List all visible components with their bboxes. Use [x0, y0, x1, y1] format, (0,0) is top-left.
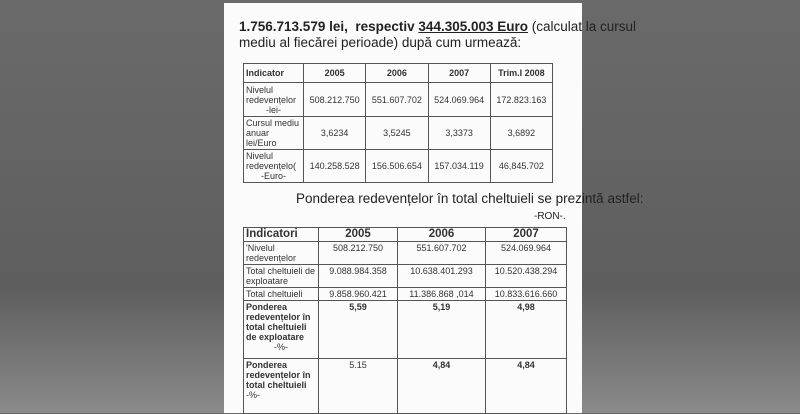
- cell: 4,84: [486, 359, 567, 414]
- cell: 508.212.750: [304, 83, 366, 117]
- row-label: Nivelul redevențelor: [246, 84, 297, 105]
- amount-euro: 344.305.003 Euro: [418, 19, 528, 34]
- table-row: [244, 150, 553, 183]
- amount-lei: 1.756.713.579 lei,: [239, 19, 348, 34]
- currency-note: -RON-.: [534, 211, 566, 222]
- table-row: [244, 265, 567, 288]
- cell: 524.069.964: [428, 83, 490, 117]
- cell: 508.212.750: [319, 242, 398, 265]
- section-heading: Ponderea redevențelor în total cheltuieli se prezintă astfel:: [296, 191, 644, 206]
- cell: 4,98: [486, 301, 567, 359]
- cell: 9.858.960.421: [319, 288, 398, 301]
- share-table: [243, 227, 567, 414]
- header-cell: 2006: [398, 228, 486, 242]
- table-row: [244, 117, 553, 150]
- intro-rest: (calculat la cursul: [531, 19, 637, 34]
- cell: 10.638.401.293: [398, 265, 486, 288]
- cell: 157.034.119: [428, 150, 490, 183]
- header-cell: Indicator: [244, 64, 304, 83]
- cell: 3,5245: [366, 117, 428, 150]
- cell: 5,19: [398, 301, 486, 359]
- row-label: 'Nivelul redevențelor: [244, 242, 319, 265]
- header-cell: 2005: [319, 228, 398, 242]
- row-label: Total cheltuieli: [244, 288, 319, 301]
- cell: 10.833.616.660: [486, 288, 567, 301]
- document-page: [224, 3, 644, 413]
- cell: 551.607.702: [398, 242, 486, 265]
- cell: 3,3373: [428, 117, 490, 150]
- cell: 172.823.163: [490, 83, 552, 117]
- table-row: [244, 83, 553, 117]
- cell: 11.386.868 ,014: [398, 288, 486, 301]
- respectiv-word: respectiv: [355, 19, 415, 34]
- row-label: Nivelul redevențelo(: [246, 151, 297, 171]
- cell: 4,84: [398, 359, 486, 414]
- cell: 140.258.528: [304, 150, 366, 183]
- header-cell: 2005: [304, 64, 366, 83]
- table-row: [244, 359, 567, 414]
- row-label: Ponderea redevențelor în total cheltuieli de exploatare: [246, 302, 311, 342]
- cell: 551.607.702: [366, 83, 428, 117]
- row-unit: -Euro-: [260, 171, 286, 181]
- header-cell: 2006: [366, 64, 428, 83]
- table-row: [244, 242, 567, 265]
- cell: 46,845.702: [490, 150, 552, 183]
- cell: 3,6892: [490, 117, 552, 150]
- cell: 9.088.984.358: [319, 265, 398, 288]
- header-cell: 2007: [486, 228, 567, 242]
- intro-line2: mediu al fiecărei perioade) după cum urmează:: [239, 35, 522, 50]
- row-label: Total cheltuieli de exploatare: [244, 265, 319, 288]
- row-label: Cursul mediu anuar lei/Euro: [246, 118, 300, 148]
- cell: 10.520.438.294: [486, 265, 567, 288]
- cell: 5,59: [319, 301, 398, 359]
- row-unit: -lei-: [266, 104, 281, 115]
- header-cell: Indicatori: [244, 228, 319, 242]
- row-unit: -%-: [274, 342, 288, 352]
- header-cell: Trim.I 2008: [490, 64, 552, 83]
- cell: 524.069.964: [486, 242, 567, 265]
- intro-paragraph: [239, 19, 637, 51]
- cell: 156.506.654: [366, 150, 428, 183]
- cell: 5.15: [319, 359, 398, 414]
- header-cell: 2007: [428, 64, 490, 83]
- cell: 3,6234: [304, 117, 366, 150]
- row-unit: -%-: [246, 390, 260, 400]
- table-row: [244, 301, 567, 359]
- table-row: [244, 288, 567, 301]
- royalties-table: [243, 63, 553, 183]
- row-label: Ponderea redevențelor în total cheltuieli: [246, 360, 311, 390]
